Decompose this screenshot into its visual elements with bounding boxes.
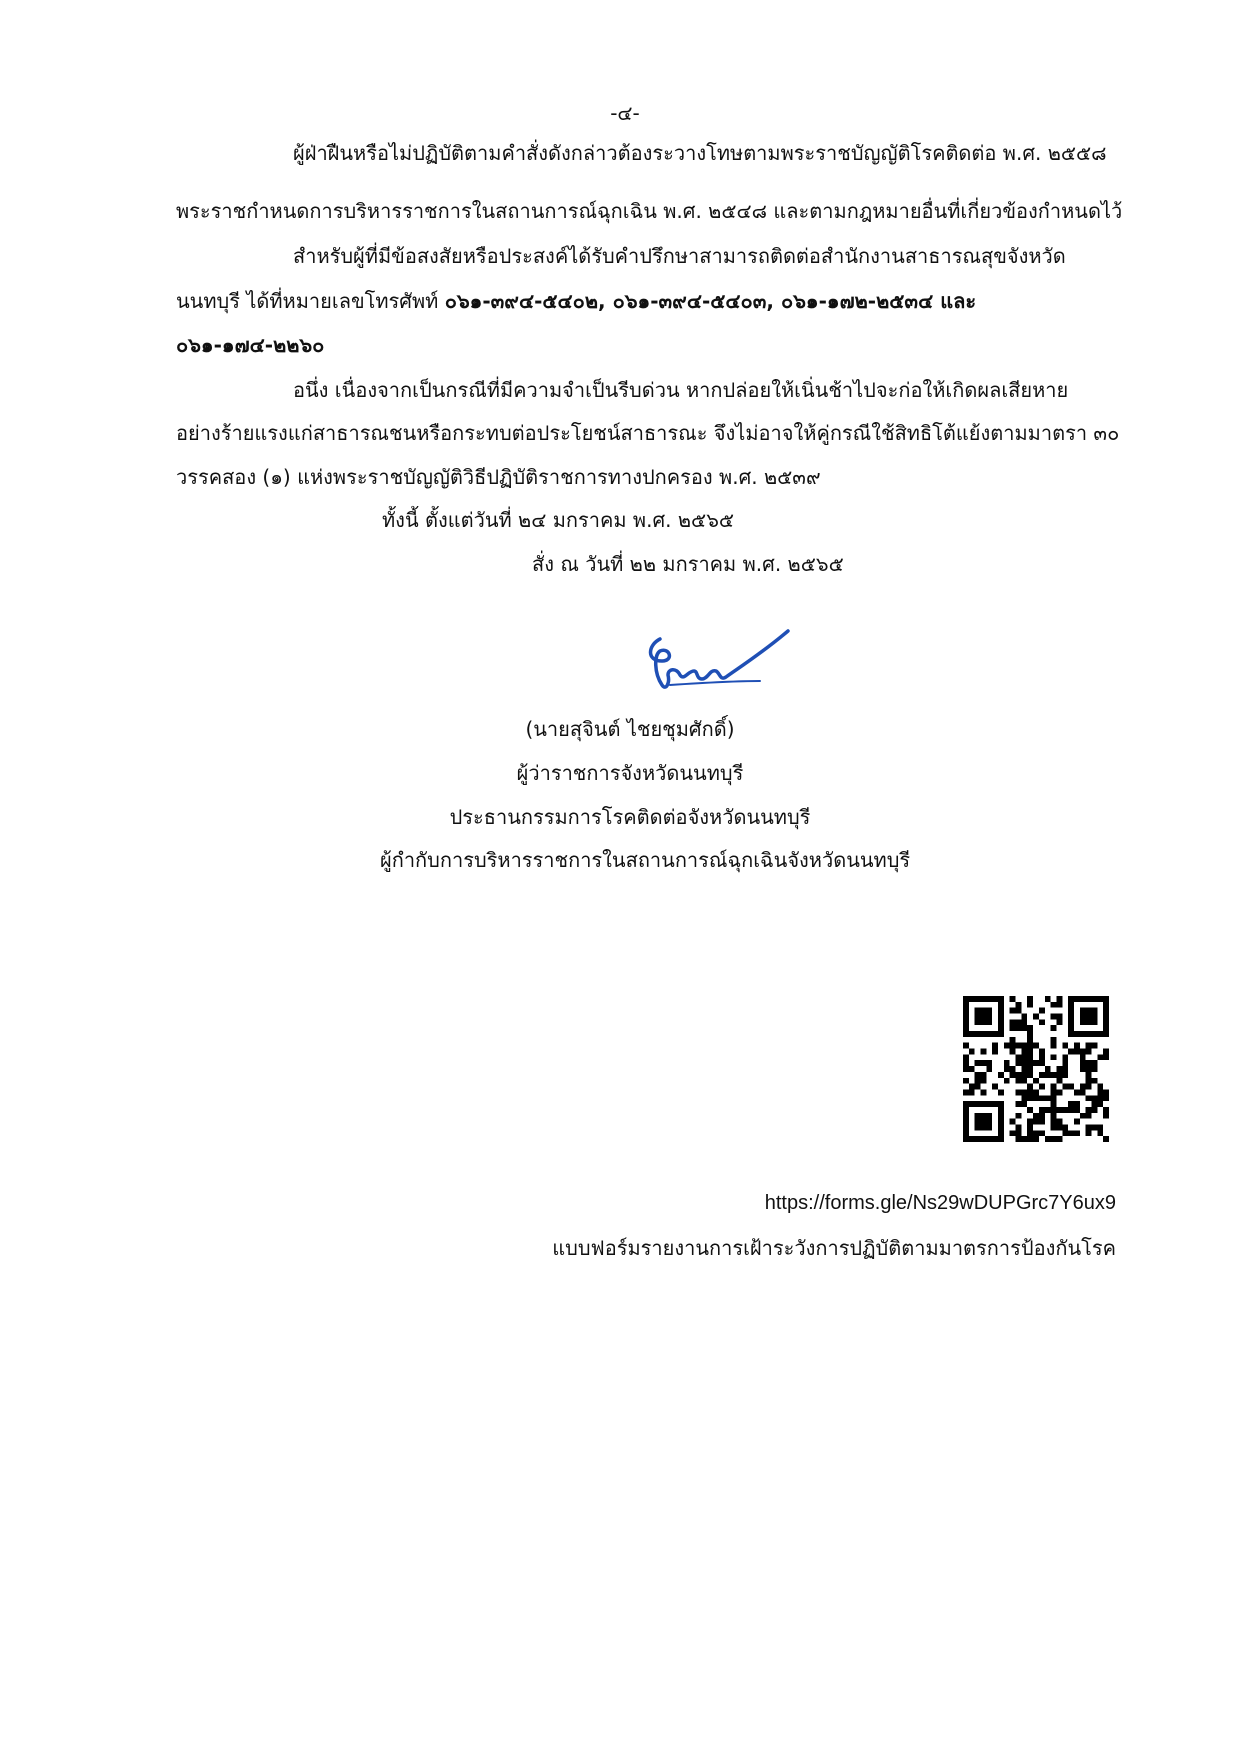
phone-numbers-2: ๐๖๑-๑๗๔-๒๒๖๐ — [176, 333, 325, 357]
contact-line-2-prefix: นนทบุรี ได้ที่หมายเลขโทรศัพท์ — [176, 289, 439, 313]
phone-numbers-1: ๐๖๑-๓๙๔-๕๔๐๒, ๐๖๑-๓๙๔-๕๔๐๓, ๐๖๑-๑๗๒-๒๕๓๔ และ — [444, 289, 977, 313]
signature — [640, 625, 800, 705]
signatory-title-governor: ผู้ว่าราชการจังหวัดนนทบุรี — [516, 761, 744, 785]
contact-line-2 — [176, 286, 976, 316]
signatory-title-emergency: ผู้กำกับการบริหารราชการในสถานการณ์ฉุกเฉินจังหวัดนนทบุรี — [380, 848, 911, 872]
urgency-line-3: วรรคสอง (๑) แห่งพระราชบัญญัติวิธีปฏิบัติราชการทางปกครอง พ.ศ. ๒๕๓๙ — [176, 465, 821, 489]
signatory-name: (นายสุจินต์ ไชยชุมศักดิ์) — [525, 717, 735, 741]
page-number: -๔- — [610, 101, 640, 125]
contact-line-1: สำหรับผู้ที่มีข้อสงสัยหรือประสงค์ได้รับคำปรึกษาสามารถติดต่อสำนักงานสาธารณสุขจังหวัด — [293, 244, 1066, 268]
qr-code-icon — [963, 996, 1109, 1142]
penalty-line-1: ผู้ฝ่าฝืนหรือไม่ปฏิบัติตามคำสั่งดังกล่าวต้องระวางโทษตามพระราชบัญญัติโรคติดต่อ พ.ศ. ๒๕๕๘ — [293, 141, 1107, 165]
form-caption: แบบฟอร์มรายงานการเฝ้าระวังการปฏิบัติตามมาตรการป้องกันโรค — [552, 1236, 1116, 1260]
urgency-line-2: อย่างร้ายแรงแก่สาธารณชนหรือกระทบต่อประโยชน์สาธารณะ จึงไม่อาจให้คู่กรณีใช้สิทธิโต้แย้งตามมาตรา ๓๐ — [176, 421, 1120, 445]
signatory-title-committee: ประธานกรรมการโรคติดต่อจังหวัดนนทบุรี — [449, 805, 811, 829]
penalty-line-2: พระราชกำหนดการบริหารราชการในสถานการณ์ฉุกเฉิน พ.ศ. ๒๕๔๘ และตามกฎหมายอื่นที่เกี่ยวข้องกำหนดไว้ — [176, 199, 1123, 223]
order-date: สั่ง ณ วันที่ ๒๒ มกราคม พ.ศ. ๒๕๖๕ — [532, 552, 844, 576]
effective-date: ทั้งนี้ ตั้งแต่วันที่ ๒๔ มกราคม พ.ศ. ๒๕๖๕ — [382, 508, 735, 532]
form-url[interactable]: https://forms.gle/Ns29wDUPGrc7Y6ux9 — [764, 1192, 1116, 1214]
urgency-line-1: อนึ่ง เนื่องจากเป็นกรณีที่มีความจำเป็นรีบด่วน หากปล่อยให้เนิ่นช้าไปจะก่อให้เกิดผลเสียหาย — [293, 378, 1069, 402]
